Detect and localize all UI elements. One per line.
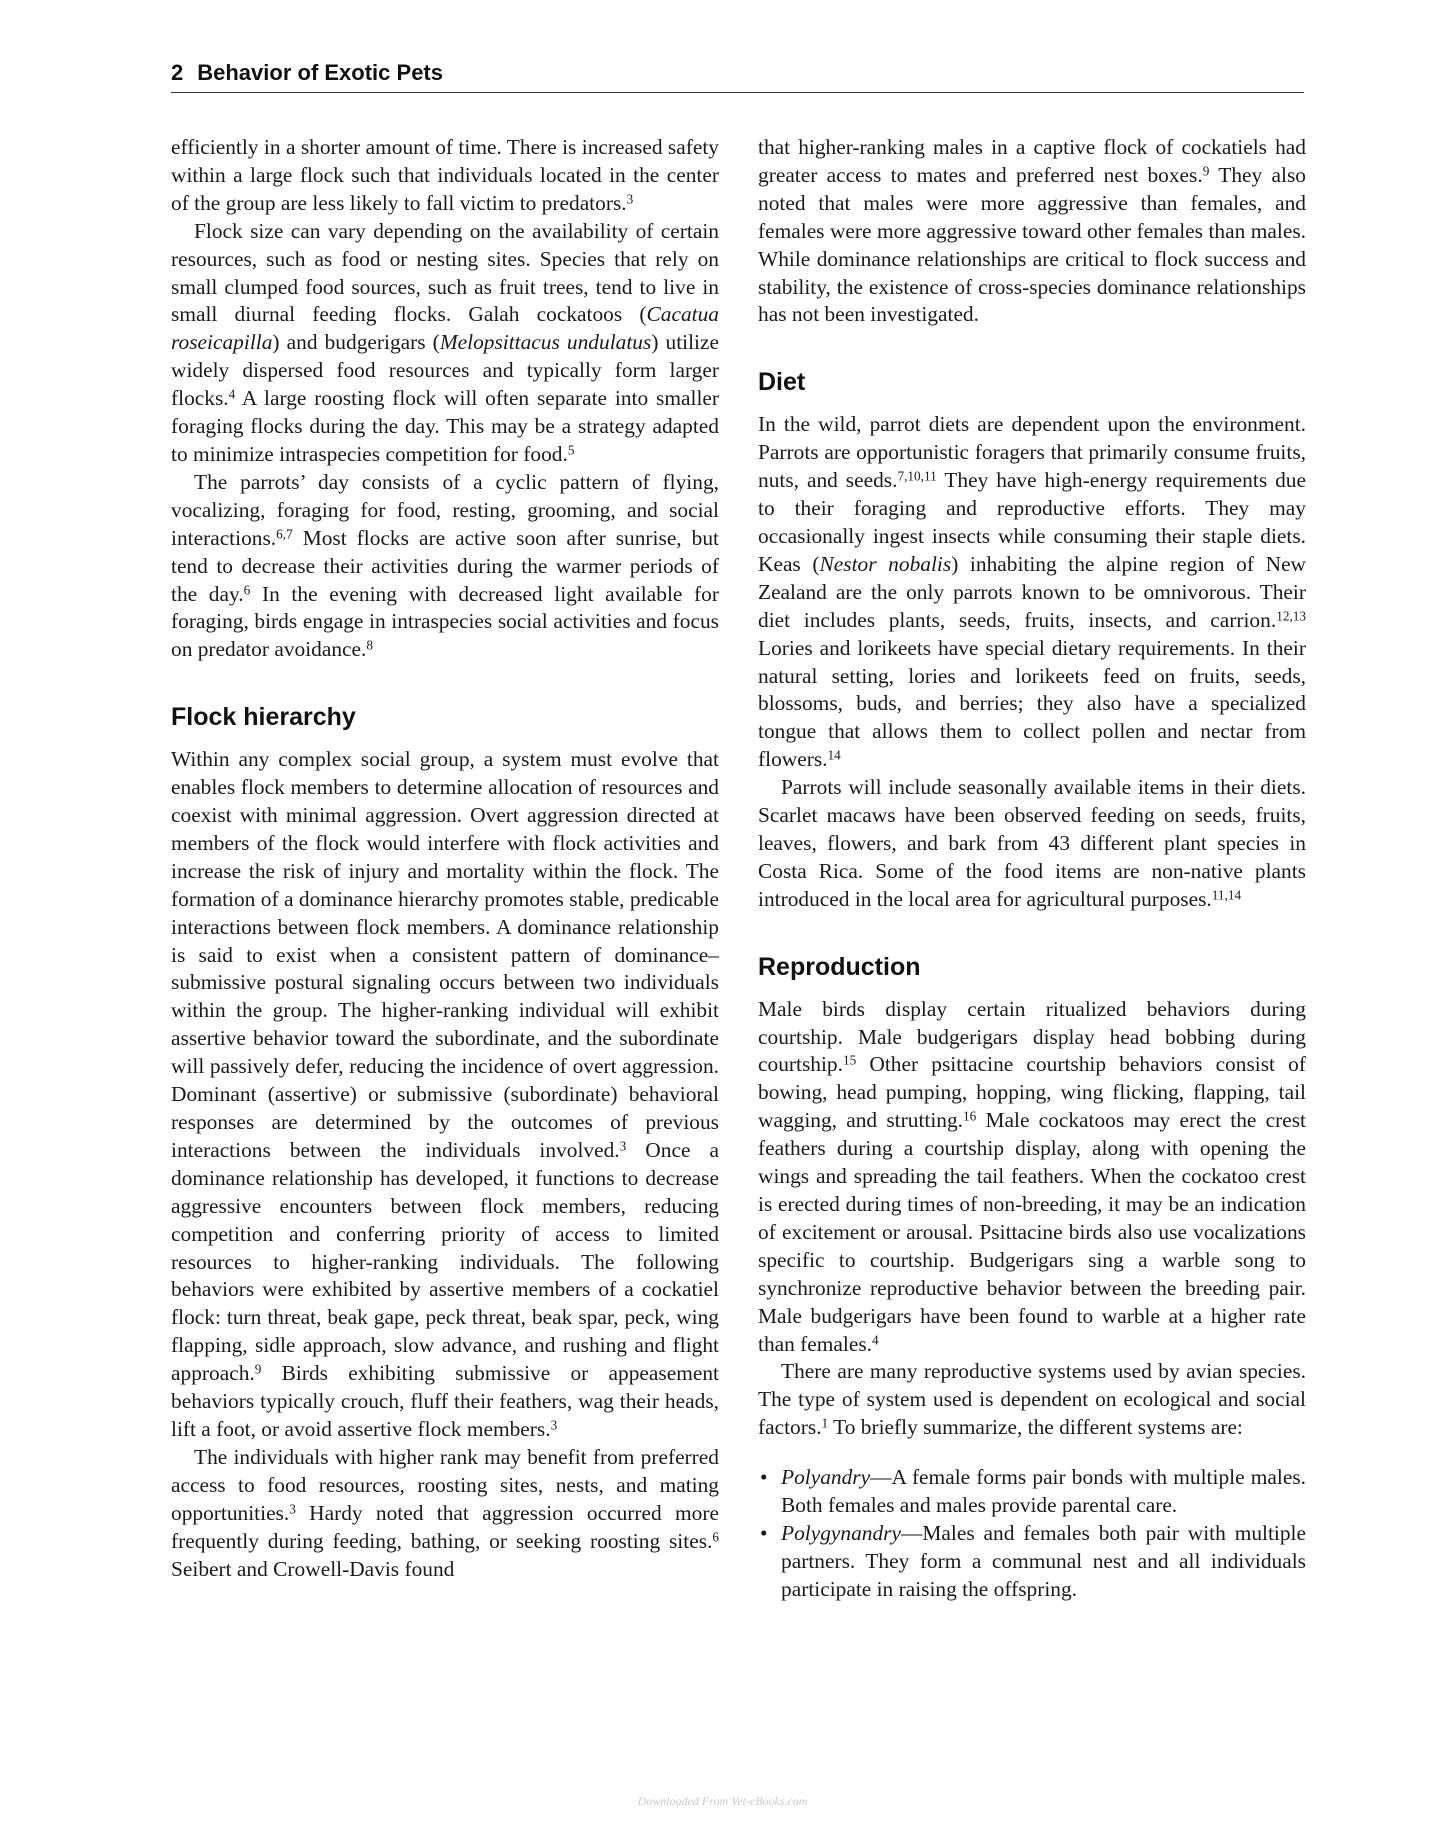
paragraph [758, 134, 1306, 329]
section-heading-reproduction: Reproduction [758, 952, 921, 981]
paragraph [758, 411, 1306, 774]
paragraph-text: Male cockatoos may erect the crest feathers during a courtship display, along with opening the wings and spreading the tail feathers. When the cockatoo crest is erected during times of non-breeding, it may be an indication of excitement or arousal. Psittacine birds also use vocalizations specific to courtship. Budgerigars sing a warble song to synchronize reproductive behavior between the breeding pair. Male budgerigars have been found to warble at a higher rate than females. [758, 1108, 1306, 1356]
citation-ref: 15 [842, 1052, 857, 1068]
paragraph-text: They have high-energy requirements due to their foraging and reproductive efforts. They may occasionally ingest insects while consuming their staple diets. Keas ( [758, 468, 1306, 576]
paragraph-text: The individuals with higher rank may benefit from preferred access to food resources, roosting sites, nests, and mating opportunities. [171, 1444, 719, 1525]
citation-ref: 14 [827, 747, 841, 763]
paragraph-text: Within any complex social group, a system must evolve that enables flock members to determine allocation of resources and coexist with minimal aggression. Overt aggression directed at members of the flock would interfere with flock activities and increase the risk of injury and mortality within the flock. The formation of a dominance hierarchy promotes stable, predicable interactions between flock members. A dominance relationship is said to exist when a consistent pattern of dominance–submissive postural signaling occurs between two individuals within the group. The higher-ranking individual will exhibit assertive behavior toward the subordinate, and the subordinate will passively defer, reducing the incidence of overt aggression. Dominant (assertive) or submissive (subordinate) behavioral responses are determined by the outcomes of previous interactions between the individuals involved. [171, 747, 719, 1162]
bullet-icon: • [760, 1465, 768, 1490]
left-column [171, 134, 719, 1583]
citation-ref: 3 [289, 1501, 296, 1517]
list-item-text: —Males and females both pair with multiple partners. They form a communal nest and all individuals participate in raising the offspring. [781, 1520, 1306, 1601]
citation-ref: 3 [626, 191, 634, 207]
paragraph-text: ) inhabiting the alpine region of New Zealand are the only parrots known to be omnivorous. Their diet includes plants, seeds, fruits, insects, and carrion. [758, 551, 1307, 632]
paragraph-text: Male birds display certain ritualized behaviors during courtship. Male budgerigars display head bobbing during courtship. [758, 996, 1306, 1077]
list-item-text: —A female forms pair bonds with multiple males. Both females and males provide parental care. [781, 1465, 1306, 1518]
citation-ref: 3 [619, 1138, 627, 1154]
bullet-icon: • [760, 1520, 768, 1545]
citation-ref: 3 [550, 1417, 558, 1433]
paragraph-text: ) utilize widely dispersed food resources and typically form larger flocks. [171, 330, 719, 411]
term: Polygynandry [781, 1520, 901, 1545]
citation-ref: 9 [1202, 163, 1210, 179]
running-header [171, 60, 1304, 93]
paragraph-text: The parrots’ day consists of a cyclic pattern of flying, vocalizing, foraging for food, resting, grooming, and social interactions. [171, 469, 719, 550]
paragraph [758, 1358, 1306, 1442]
section-heading-diet: Diet [758, 368, 806, 397]
citation-ref: 5 [567, 442, 575, 458]
paragraph-text: A large roosting flock will often separate into smaller foraging flocks during the day. This may be a strategy adapted to minimize intraspecies competition for food. [171, 386, 719, 466]
citation-ref: 1 [821, 1415, 829, 1431]
paragraph-text: Other psittacine courtship behaviors consist of bowing, head pumping, hopping, wing flicking, flapping, tail wagging, and strutting. [758, 1052, 1306, 1133]
paragraph-text: Birds exhibiting submissive or appeasement behaviors typically crouch, fluff their feathers, wag their heads, lift a foot, or avoid assertive flock members. [171, 1361, 719, 1441]
paragraph [758, 774, 1306, 914]
citation-ref: 4 [872, 1331, 879, 1347]
running-title: Behavior of Exotic Pets [197, 60, 443, 85]
citation-ref: 11,14 [1211, 887, 1242, 903]
paragraph-text: There are many reproductive systems used by avian species. The type of system used is dependent on ecological and social factors. [758, 1359, 1306, 1440]
paragraph [171, 1444, 719, 1584]
citation-ref: 4 [228, 386, 236, 402]
citation-ref: 6 [712, 1528, 719, 1544]
paragraph-text: Parrots will include seasonally available items in their diets. Scarlet macaws have been observed feeding on seeds, fruits, leaves, flowers, and bark from 43 different plant species in Costa Rica. Some of the food items are non-native plants introduced in the local area for agricultural purposes. [758, 775, 1306, 911]
paragraph-text: In the wild, parrot diets are dependent upon the environment. Parrots are opportunistic foragers that primarily consume fruits, nuts, and seeds. [758, 412, 1306, 493]
citation-ref: 6,7 [276, 526, 293, 542]
right-column [758, 134, 1306, 1604]
paragraph-text: Once a dominance relationship has developed, it functions to decrease aggressive encounters between flock members, reducing competition and conferring priority of access to limited resources to higher-ranking individuals. The following behaviors were exhibited by assertive members of a cockatiel flock: turn threat, beak gape, peck threat, beak spar, peck, wing flapping, sidle approach, slow advance, and rushing and flight approach. [171, 1137, 719, 1386]
reproductive-systems-list [758, 1464, 1306, 1604]
citation-ref: 16 [963, 1108, 977, 1124]
paragraph-text: Seibert and Crowell-Davis found [171, 1556, 455, 1581]
list-item [758, 1464, 1306, 1520]
paragraph [758, 996, 1306, 1359]
paragraph-text: that higher-ranking males in a captive flock of cockatiels had greater access to mates and preferred nest boxes. [758, 135, 1306, 187]
paragraph-text: They also noted that males were more aggressive than females, and females were more aggressive toward other females than males. While dominance relationships are critical to flock success and stability, the existence of cross-species dominance relationships has not been investigated. [758, 162, 1307, 327]
paragraph-text: To briefly summarize, the different systems are: [828, 1415, 1243, 1440]
paragraph-text: Most flocks are active soon after sunrise, but tend to decrease their activities during the warmer periods of the day. [171, 525, 719, 606]
term: Polyandry [781, 1465, 871, 1490]
watermark-footer: Downloaded From Vet-eBooks.com [637, 1794, 808, 1808]
citation-ref: 6 [243, 581, 251, 597]
list-item [758, 1520, 1306, 1604]
page-number: 2 [171, 60, 184, 85]
paragraph-text: Hardy noted that aggression occurred more frequently during feeding, bathing, or seeking roosting sites. [171, 1500, 719, 1553]
species-name: Melopsittacus undulatus [439, 330, 652, 355]
section-heading-flock-hierarchy: Flock hierarchy [171, 703, 356, 732]
paragraph [171, 218, 719, 469]
paragraph-text: ) and budgerigars ( [272, 330, 440, 355]
citation-ref: 9 [254, 1361, 262, 1377]
paragraph [171, 469, 719, 664]
paragraph-text: Flock size can vary depending on the availability of certain resources, such as food or nesting sites. Species that rely on small clumped food sources, such as fruit trees, tend to live in small diurnal feeding flocks. Galah cockatoos ( [171, 218, 719, 327]
paragraph-text: In the evening with decreased light available for foraging, birds engage in intraspecies social activities and focus on predator avoidance. [171, 581, 719, 662]
species-name: Cacatua roseicapilla [171, 302, 719, 355]
paragraph-text: Lories and lorikeets have special dietary requirements. In their natural setting, lories and lorikeets feed on fruits, seeds, blossoms, buds, and berries; they also have a specialized tongue that allows them to collect pollen and nectar from flowers. [758, 635, 1306, 772]
paragraph [171, 134, 719, 218]
paragraph [171, 746, 719, 1444]
citation-ref: 7,10,11 [897, 468, 937, 484]
citation-ref: 12,13 [1276, 608, 1306, 624]
citation-ref: 8 [366, 637, 374, 653]
species-name: Nestor nobalis [819, 551, 952, 576]
paragraph-text: efficiently in a shorter amount of time. There is increased safety within a large flock such that individuals located in the center of the group are less likely to fall victim to predators. [171, 135, 719, 215]
